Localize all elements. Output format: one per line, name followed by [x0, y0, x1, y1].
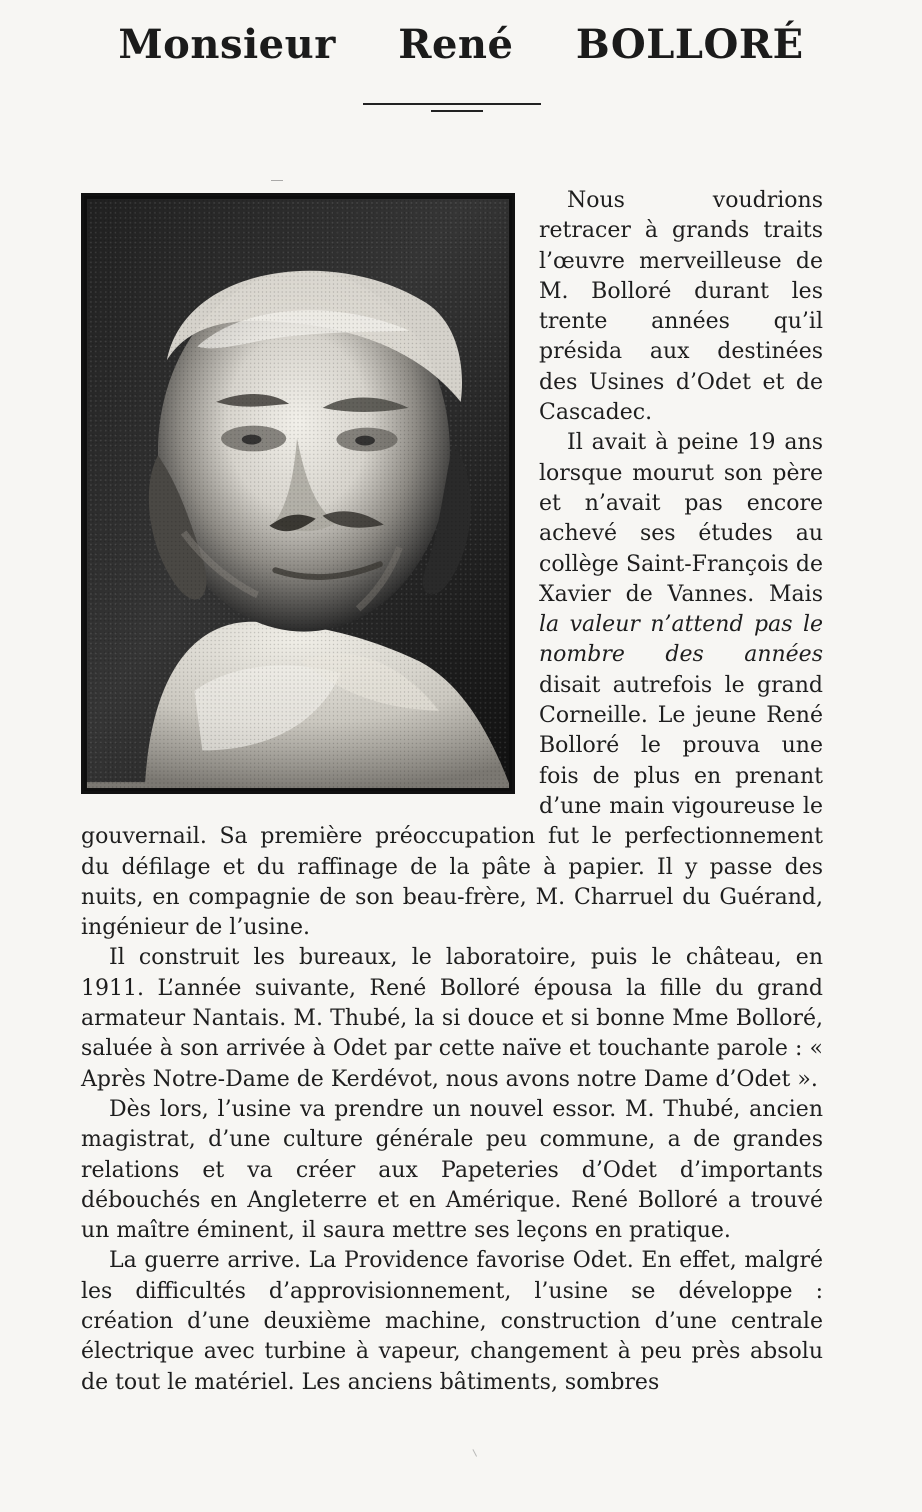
paragraph-3: Il construit les bureaux, le laboratoire, puis le château, en 1911. L’année suivante, René Bolloré épousa la fille du grand armateur Nantais. M. Thubé, la si douce et si bonne Mme Bolloré, saluée à son arrivée à Odet par cette naïve et touchante parole : « Après Notre-Dame de Kerdévot, nous avons notre Dame d’Odet ».	[81, 945, 823, 1092]
title-rule-top	[363, 103, 541, 105]
paragraph-2-end: disait autrefois le grand Corneille. Le jeune René Bolloré le prouva une fois de plus en prenant d’une main vigoureuse le gouvernail. Sa première préoccupation fut le perfectionnement du défilage et du raffinage de la pâte à papier. Il y passe des nuits, en compagnie de son beau-frère, M. Charruel du Guérand, ingénieur de l’usine.	[81, 672, 823, 941]
paragraph-2-italic-quote: la valeur n’attend pas le nombre des années	[539, 612, 823, 668]
print-speck	[271, 180, 283, 181]
title-rule-bottom	[431, 110, 483, 112]
article-title	[0, 18, 922, 72]
paragraph-5: La guerre arrive. La Providence favorise Odet. En effet, malgré les difficultés d’approvisionnement, l’usine se développe : création d’une deuxième machine, construction d’une centrale électrique avec turbine à vapeur, changement à peu près absolu de tout le matériel. Les anciens bâtiments, sombres	[81, 1248, 823, 1395]
print-mark	[472, 1447, 480, 1456]
paragraph-1: Nous voudrions retracer à grands traits l’œuvre merveilleuse de M. Bolloré durant les trente années qu’il présida aux destinées des Usines d’Odet et de Cascadec.	[539, 188, 823, 426]
article-body	[81, 186, 823, 1398]
paragraph-4: Dès lors, l’usine va prendre un nouvel essor. M. Thubé, ancien magistrat, d’une culture générale peu commune, a de grandes relations et va créer aux Papeteries d’Odet d’importants débouchés en Angleterre et en Amérique. René Bolloré a trouvé un maître éminent, il saura mettre ses leçons en pratique.	[81, 1096, 823, 1244]
title-word-bollore: BOLLORÉ	[575, 21, 804, 68]
paragraph-2-start: Il avait à peine 19 ans lorsque mourut son père et n’avait pas encore achevé ses études au collège Saint-François de Xavier de Vannes. Mais	[539, 430, 823, 607]
photo-wrap-spacer	[81, 186, 539, 798]
title-word-monsieur: Monsieur	[118, 21, 336, 68]
title-word-rene: René	[398, 21, 514, 68]
